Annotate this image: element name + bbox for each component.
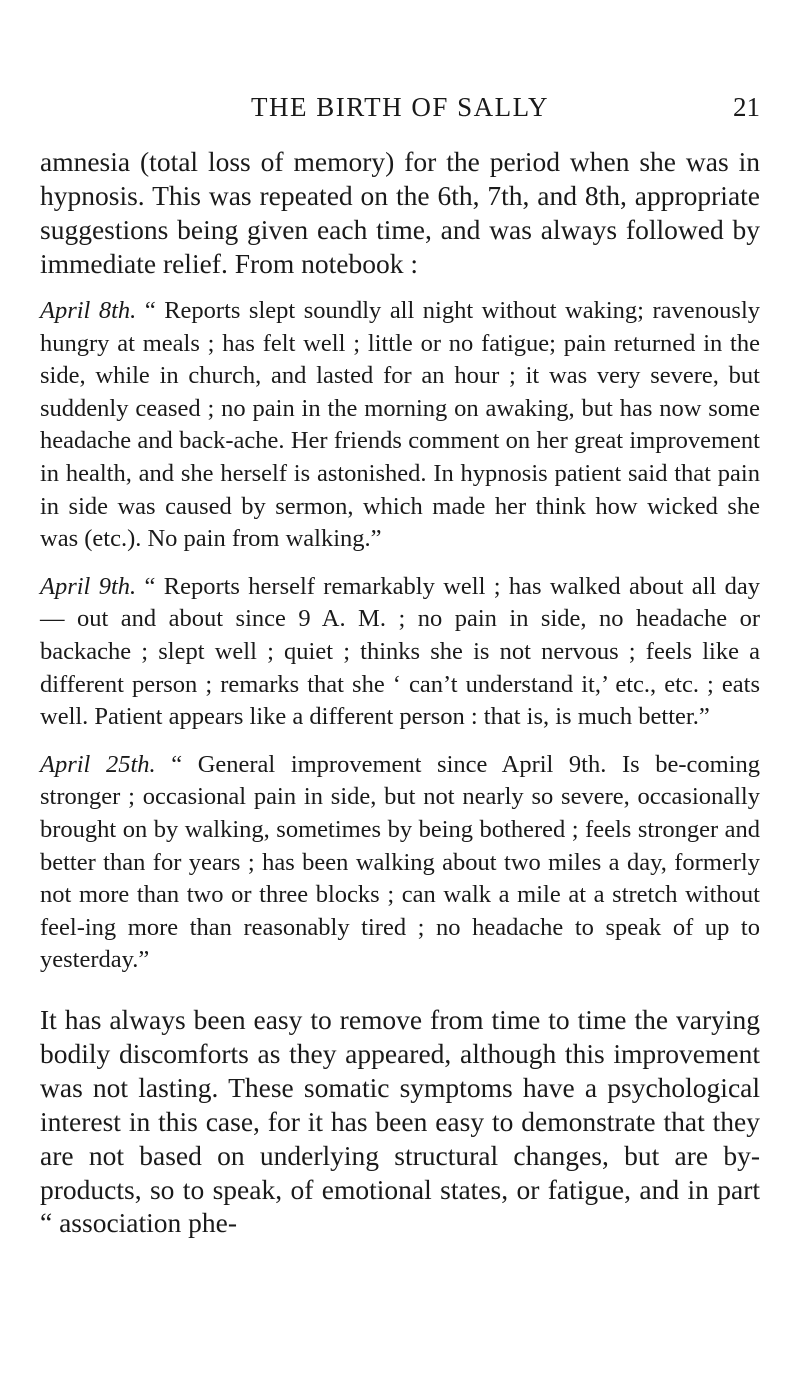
entry-date: April 8th. [40, 297, 137, 324]
page-header [0, 92, 800, 132]
entry-date: April 25th. [40, 750, 156, 778]
page-number: 21 [733, 92, 760, 122]
running-title: THE BIRTH OF SALLY [251, 92, 549, 122]
notebook-entry-april-25 [40, 749, 760, 977]
entry-date: April 9th. [40, 572, 137, 600]
entry-text: “ General improvement since April 9th. Is be-coming stronger ; occasional pain in side, but not nearly so severe, occasionally brought on by walking, sometimes by being bothered ; feels stronger and better than for years ; has been walking about two miles a day, formerly not more than two or three blocks ; can walk a mile at a stretch without feel-ing more than reasonably tired ; no headache to speak of up to yesterday.” [40, 750, 761, 974]
entry-text: “ Reports herself remarkably well ; has walked about all day — out and about since 9 A. M. ; no pain in side, no headache or backache ; slept well ; quiet ; thinks she is not nervous ; feels like a different person ; remarks that she ‘ can’t understand it,’ etc., etc. ; eats well. Patient appears like a different person : that is, is much better.” [40, 572, 760, 731]
closing-paragraph: It has always been easy to remove from time to time the varying bodily discomforts as they appeared, although this improvement was not lasting. These somatic symptoms have a psychological interest in this case, for it has been easy to demonstrate that they are not based on underlying structural changes, but are by-products, so to speak, of emotional states, or fatigue, and in part “ association phe- [40, 1004, 760, 1239]
intro-paragraph: amnesia (total loss of memory) for the period when she was in hypnosis. This was repeated on the 6th, 7th, and 8th, appropriate suggestions being given each time, and was always followed by immediate relief. From notebook : [40, 146, 760, 279]
notebook-entry-april-8 [40, 295, 760, 556]
closing-block [40, 1003, 760, 1240]
notebook-entry-april-9 [40, 571, 760, 734]
notebook-entries [40, 295, 760, 977]
intro-block [40, 145, 760, 281]
entry-text: “ Reports slept soundly all night without waking; ravenously hungry at meals ; has felt well ; little or no fatigue; pain returned in the side, while in church, and lasted for an hour ; it was very severe, but suddenly ceased ; no pain in the morning on awaking, but has now some headache and back-ache. Her friends comment on her great improvement in health, and she herself is astonished. In hypnosis patient said that pain in side was caused by sermon, which made her think how wicked she was (etc.). No pain from walking.” [40, 297, 760, 553]
